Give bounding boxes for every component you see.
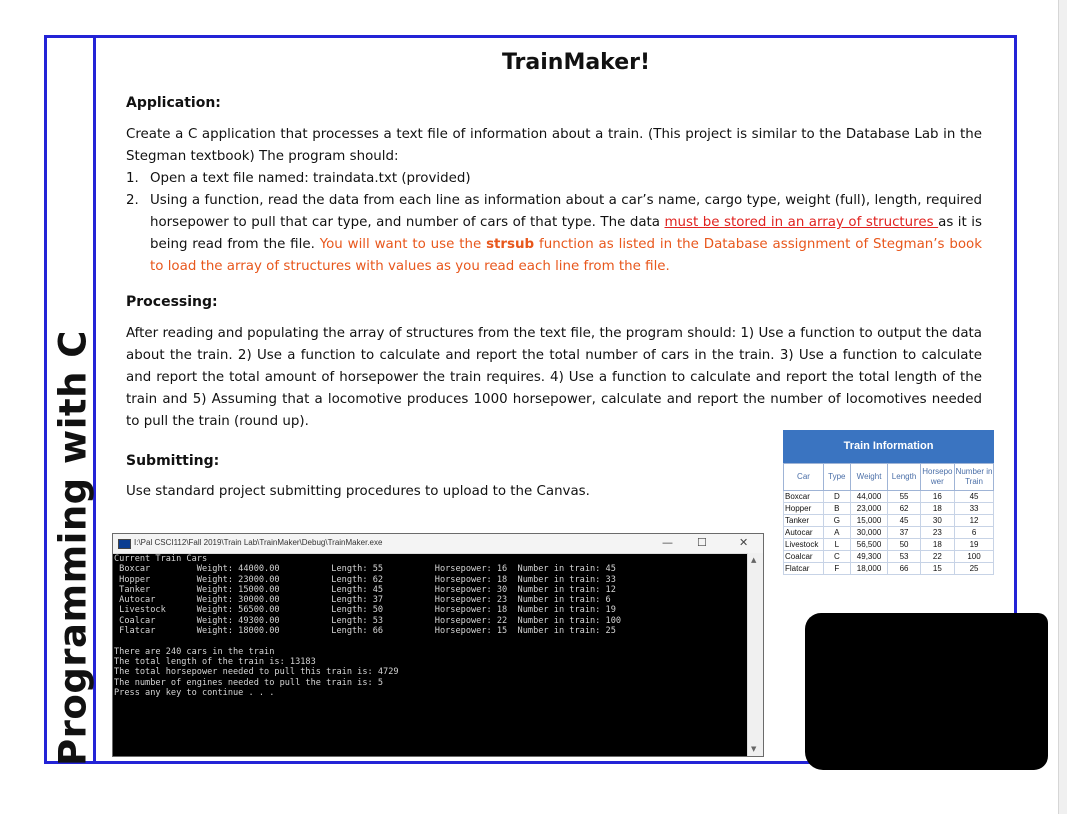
cell: 50 (888, 539, 920, 551)
console-titlebar[interactable] (113, 534, 763, 554)
list-text: Using a function, read the data from each line as information about a car’s name, cargo type, weight (full), length, required horsepower to pull that car type, and number of cars of that type. The data (150, 193, 982, 230)
cell: Hopper (784, 503, 824, 515)
console-window[interactable] (112, 533, 764, 757)
cell: 45 (888, 515, 920, 527)
console-title: I:\Pal CSCI112\Fall 2019\Train Lab\TrainMaker\Debug\TrainMaker.exe (134, 538, 383, 547)
col-horsepower: Horsepo wer (920, 464, 954, 491)
list-number: 2. (126, 193, 139, 208)
cell: 66 (888, 563, 920, 575)
application-intro: Create a C application that processes a text file of information about a train. (This project is similar to the Database Lab in the Stegman textbook) The program should: (126, 127, 982, 164)
cell: L (824, 539, 851, 551)
col-weight: Weight (850, 464, 888, 491)
minimize-button[interactable]: — (662, 536, 673, 549)
col-type: Type (824, 464, 851, 491)
table-row (784, 491, 994, 503)
train-info-table (783, 430, 994, 575)
cell: F (824, 563, 851, 575)
cell: 18 (920, 539, 954, 551)
list-text: as it is being read from the file. (150, 215, 982, 252)
array-of-structures-link[interactable]: must be stored in an array of structures (664, 215, 939, 230)
cell: 19 (955, 539, 994, 551)
page-title: TrainMaker! (501, 50, 651, 75)
cell: 55 (888, 491, 920, 503)
maximize-button[interactable]: ☐ (697, 536, 707, 549)
cell: 6 (955, 527, 994, 539)
cell: 53 (888, 551, 920, 563)
cell: 37 (888, 527, 920, 539)
cell: B (824, 503, 851, 515)
cell: D (824, 491, 851, 503)
sidebar-title: Programming with C (51, 330, 95, 766)
strsub-keyword: strsub (486, 237, 535, 252)
scroll-down-icon[interactable]: ▼ (751, 745, 757, 753)
list-item (126, 168, 982, 190)
cell: 45 (955, 491, 994, 503)
cell: 62 (888, 503, 920, 515)
list-number: 1. (126, 171, 139, 186)
scroll-up-icon[interactable]: ▲ (751, 556, 757, 564)
cell: 23,000 (850, 503, 888, 515)
strsub-note-end: function as listed in the Database assignment of Stegman’s book to load the array of structures with values as you read each line from the file. (150, 237, 982, 274)
application-heading: Application: (126, 95, 221, 111)
cell: A (824, 527, 851, 539)
cell: 56,500 (850, 539, 888, 551)
page-scrollbar[interactable] (1058, 0, 1067, 814)
cell: 25 (955, 563, 994, 575)
cell: Livestock (784, 539, 824, 551)
col-car: Car (784, 464, 824, 491)
col-length: Length (888, 464, 920, 491)
cell: Autocar (784, 527, 824, 539)
cell: 15 (920, 563, 954, 575)
cell: 44,000 (850, 491, 888, 503)
cell: 16 (920, 491, 954, 503)
table-row (784, 515, 994, 527)
list-text: Open a text file named: traindata.txt (provided) (150, 171, 471, 186)
redaction-mark (805, 613, 1048, 770)
cell: 12 (955, 515, 994, 527)
close-button[interactable]: ✕ (739, 536, 749, 549)
col-number: Number in Train (955, 464, 994, 491)
console-app-icon (118, 539, 131, 549)
submitting-text: Use standard project submitting procedures to upload to the Canvas. (126, 484, 590, 499)
cell: Coalcar (784, 551, 824, 563)
cell: 15,000 (850, 515, 888, 527)
processing-heading: Processing: (126, 294, 218, 310)
submitting-heading: Submitting: (126, 453, 220, 469)
cell: 30 (920, 515, 954, 527)
table-header-row (784, 464, 994, 491)
cell: Boxcar (784, 491, 824, 503)
cell: Flatcar (784, 563, 824, 575)
train-table-title: Train Information (783, 430, 994, 463)
table-row (784, 539, 994, 551)
console-scrollbar[interactable] (747, 553, 763, 756)
cell: 18 (920, 503, 954, 515)
table-row (784, 527, 994, 539)
table-row (784, 503, 994, 515)
cell: 23 (920, 527, 954, 539)
console-output: Current Train Cars Boxcar Weight: 44000.00 Length: 55 Horsepower: 16 Number in train: 45 Hopper Weight: 23000.00 Length: 62 Horsepower: 18 Number in train: 33 Tanker Weight: 15000.00 Length: 45 Horsepower: 30 Number in train: 12 Autocar Weight: 30000.00 Length: 37 Horsepower: 23 Number in train: 6 Livestock Weight: 56500.00 Length: 50 Horsepower: 18 Number in train: 19 Coalcar Weight: 49300.00 Length: 53 Horsepower: 22 Number in train: 100 Flatcar Weight: 18000.00 Length: 66 Horsepower: 15 Number in train: 25 There are 240 cars in the train The total length of the train is: 13183 The total horsepower needed to pull this train is: 4729 The number of engines needed to pull the train is: 5 Press any key to continue . . . (114, 554, 622, 698)
table-row (784, 551, 994, 563)
cell: 18,000 (850, 563, 888, 575)
list-item (126, 190, 982, 278)
cell: C (824, 551, 851, 563)
cell: 30,000 (850, 527, 888, 539)
cell: Tanker (784, 515, 824, 527)
cell: 22 (920, 551, 954, 563)
cell: 49,300 (850, 551, 888, 563)
table-row (784, 563, 994, 575)
requirements-list (126, 168, 982, 278)
cell: G (824, 515, 851, 527)
cell: 33 (955, 503, 994, 515)
cell: 100 (955, 551, 994, 563)
strsub-note: You will want to use the (319, 237, 487, 252)
processing-text: After reading and populating the array of structures from the text file, the program should: 1) Use a function to output the data about the train. 2) Use a function to calculate and report the total number of cars in the train. 3) Use a function to calculate and report the total amount of horsepower the train requires. 4) Use a function to calculate and report the total length of the train and 5) Assuming that a locomotive produces 1000 horsepower, calculate and report the number of locomotives needed to pull the train (round up). (126, 326, 982, 429)
